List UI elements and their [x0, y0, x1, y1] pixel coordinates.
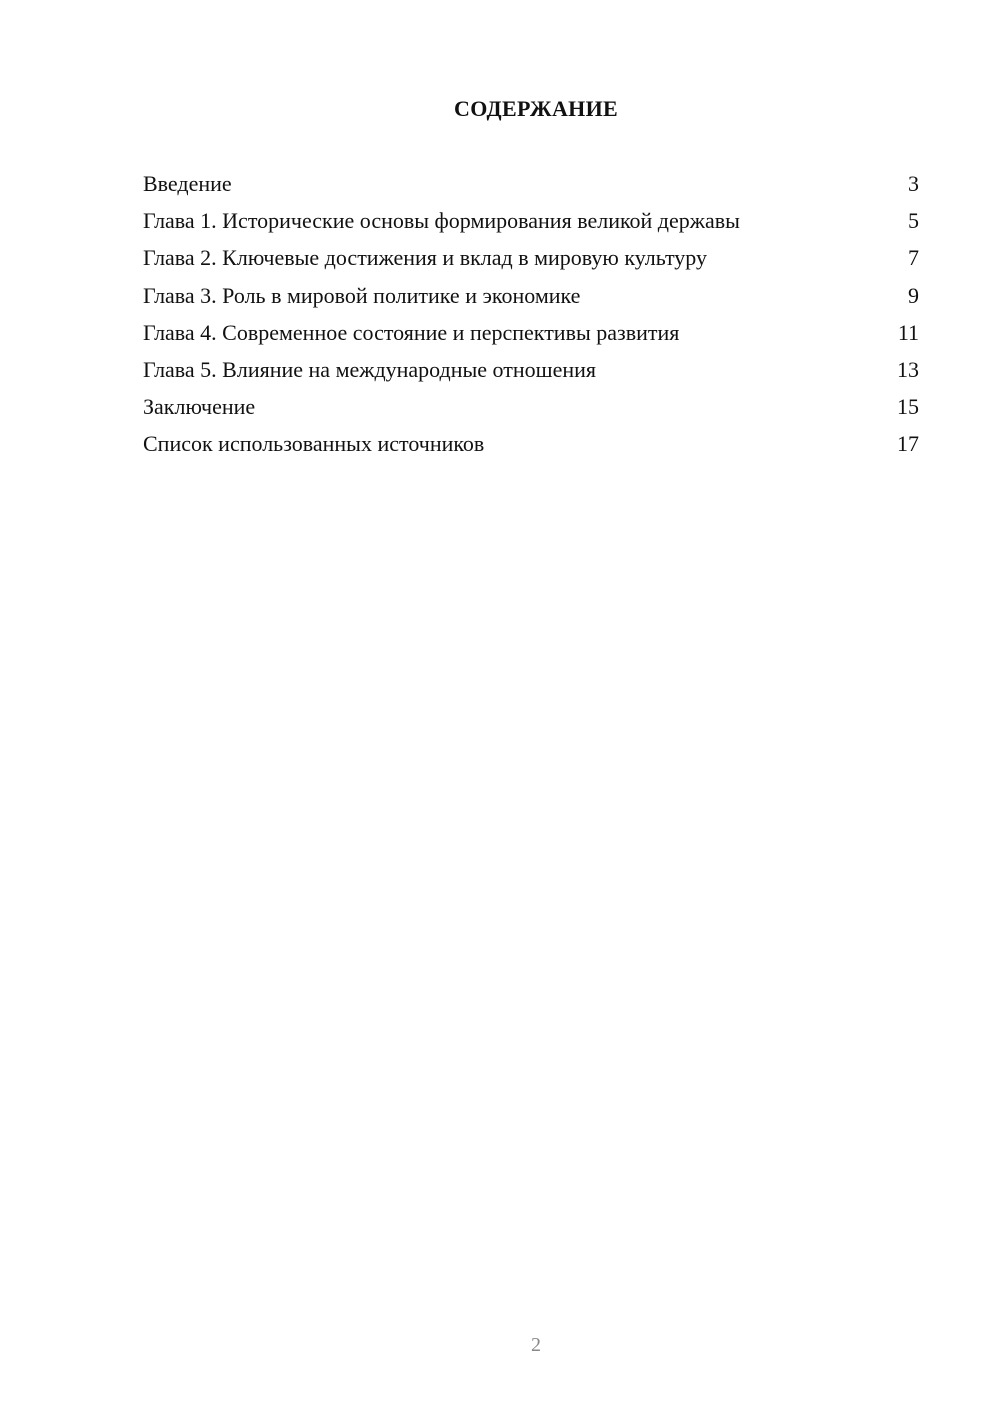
- toc-entry-page: 3: [908, 171, 919, 196]
- page-number: 2: [531, 1334, 541, 1356]
- table-of-contents: [143, 168, 919, 466]
- toc-entry-label: Заключение: [143, 394, 256, 420]
- toc-entry-page: 11: [897, 319, 919, 345]
- toc-entry-chapter-1: [143, 205, 919, 242]
- toc-entry-chapter-5: [143, 354, 919, 391]
- toc-entry-label: Глава 4. Современное состояние и перспективы развития: [143, 319, 680, 345]
- toc-entry-page: 7: [908, 245, 919, 271]
- toc-title: СОДЕРЖАНИЕ: [454, 96, 618, 121]
- toc-entry-references: [143, 428, 919, 465]
- toc-entry-page: 9: [908, 282, 919, 308]
- toc-entry-label: Глава 5. Влияние на международные отношения: [143, 356, 597, 382]
- toc-entry-page: 5: [908, 208, 919, 234]
- toc-entry-label: Список использованных источников: [143, 431, 485, 457]
- toc-entry-label: Глава 1. Исторические основы формирования великой державы: [143, 208, 740, 234]
- toc-entry-chapter-2: [143, 242, 919, 279]
- toc-entry-label: Глава 2. Ключевые достижения и вклад в мировую культуру: [143, 245, 707, 271]
- toc-entry-conclusion: [143, 391, 919, 428]
- toc-entry-label: Введение: [143, 171, 232, 196]
- toc-entry-chapter-4: [143, 317, 919, 354]
- toc-entry-chapter-3: [143, 280, 919, 317]
- toc-entry-introduction: [143, 168, 919, 205]
- toc-entry-label: Глава 3. Роль в мировой политике и экономике: [143, 282, 581, 308]
- toc-entry-page: 15: [897, 394, 919, 420]
- toc-entry-page: 13: [897, 356, 919, 382]
- toc-entry-page: 17: [897, 431, 919, 457]
